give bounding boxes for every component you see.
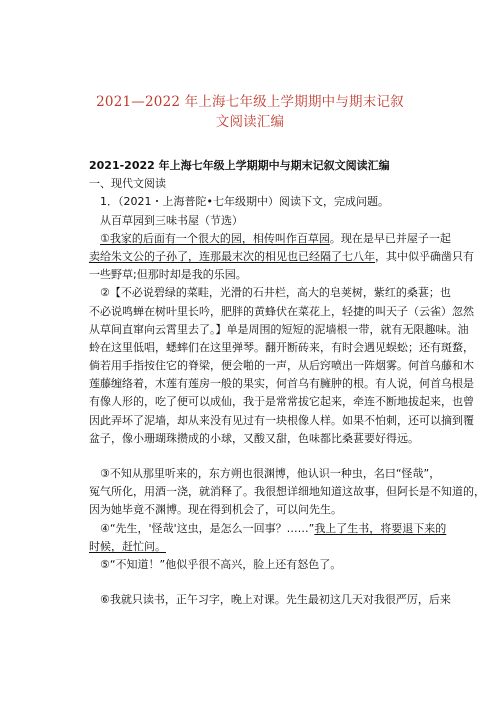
- paragraph-4: [89, 520, 447, 556]
- text-run: ，其中似乎确凿只有: [375, 249, 474, 263]
- paragraph-line: [89, 538, 411, 556]
- document-body: [89, 157, 485, 609]
- paragraph-line: 倘若用手指按住它的脊梁，便会啪的一声，从后窍喷出一阵烟雾。何首乌藤和木: [89, 359, 474, 373]
- section-label: 一、现代文阅读: [89, 177, 166, 191]
- paragraph-gap: [89, 574, 411, 591]
- document-title: [60, 92, 440, 132]
- paragraph-2: [89, 284, 474, 448]
- paragraph-line: [89, 520, 447, 538]
- passage-title: 从百草园到三味书屋（节选）: [100, 213, 243, 227]
- paragraph-line: ②【不必说碧绿的菜畦，光滑的石井栏，高大的皂荚树，紫红的桑葚；也: [100, 286, 451, 300]
- paragraph-line: [89, 248, 474, 266]
- underlined-text: ①我家的后面有一个很大的园，相传叫作百草园: [100, 231, 330, 245]
- underlined-text: 我上了生书，将要退下来的: [314, 521, 447, 535]
- paragraph-line: [89, 230, 451, 248]
- paragraph-1: [89, 230, 474, 285]
- paragraph-5: ⑤“不知道！”他似乎很不高兴，脸上还有怒色了。: [100, 557, 342, 571]
- paragraph-6: ⑥我就只读书，正午习字，晚上对课。先生最初这几天对我很严厉，后来: [100, 593, 451, 607]
- title-line-2: 文阅读汇编: [215, 114, 285, 130]
- paragraph-3: [89, 465, 485, 520]
- paragraph-line: 盆子，像小珊瑚珠攒成的小球，又酸又甜，色味都比桑葚要好得远。: [89, 431, 419, 445]
- paragraph-line: 一些野草;但那时却是我的乐园。: [89, 268, 247, 282]
- paragraph-line: 莲藤缠络着，木莲有莲房一般的果实，何首乌有臃肿的根。有人说，何首乌根是: [89, 377, 474, 391]
- paragraph-line: 有像人形的，吃了便可以成仙，我于是常常拔它起来，牵连不断地拔起来，也曾: [89, 395, 474, 409]
- paragraph-line: 因为她毕竟不渊博。现在得到机会了，可以问先生。: [89, 503, 342, 517]
- text-run: ④“先生，'怪哉'这虫，是怎么一回事？……”: [100, 521, 315, 535]
- underlined-text: 卖给朱文公的子孙了，连那最末次的相见也已经隔了七八年: [89, 249, 375, 263]
- paragraph-line: 冤气所化，用酒一浇，就消释了。我很想详细地知道这故事，但阿长是不知道的，: [89, 485, 485, 499]
- paragraph-line: 蛉在这里低唱，蟋蟀们在这里弹琴。翻开断砖来，有时会遇见蜈蚣；还有斑蝥，: [89, 340, 474, 354]
- paragraph-gap: [89, 448, 411, 465]
- question-prompt: 1．（2021・上海普陀•七年级期中）阅读下文，完成问题。: [100, 195, 389, 209]
- underlined-text: 时候，赶忙问。: [89, 539, 166, 553]
- paragraph-line: 因此弄坏了泥墙，却从来没有见过有一块根像人样。如果不怕刺，还可以摘到覆: [89, 413, 474, 427]
- title-line-1: 2021—2022 年上海七年级上学期期中与期末记叙: [96, 94, 404, 110]
- text-run: 。现在是早已并屋子一起: [329, 231, 451, 245]
- paragraph-line: ③不知从那里听来的，东方朔也很渊博，他认识一种虫，名曰“怪哉”，: [100, 467, 441, 480]
- section-heading: 2021-2022 年上海七年级上学期期中与期末记叙文阅读汇编: [89, 159, 390, 172]
- paragraph-line: 从草间直窜向云霄里去了。】单是周围的短短的泥墙根一带，就有无限趣味。油: [89, 322, 469, 336]
- paragraph-line: 不必说鸣蝉在树叶里长吟，肥胖的黄蜂伏在菜花上，轻捷的叫天子（云雀）忽然: [89, 304, 474, 318]
